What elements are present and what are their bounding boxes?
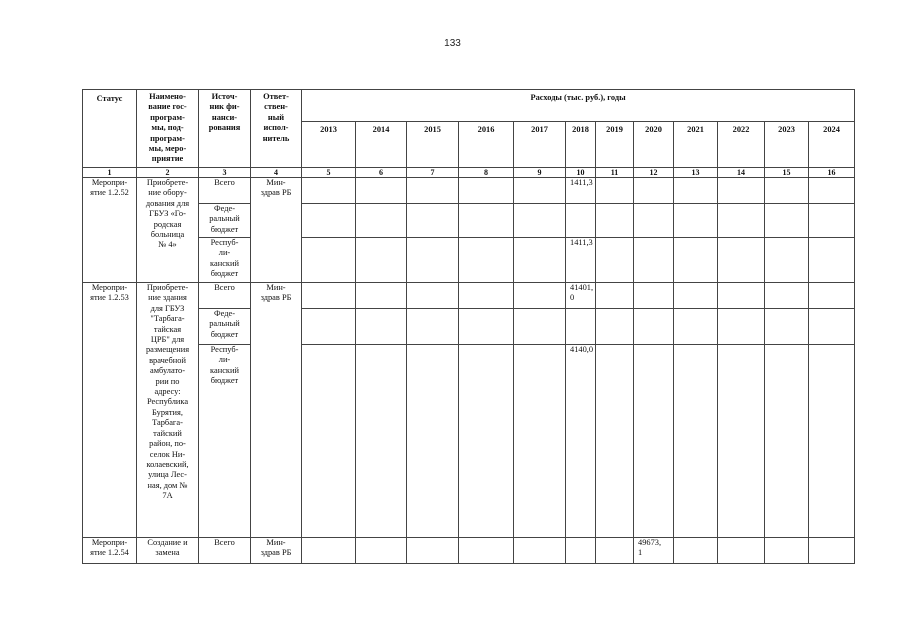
value-cell	[718, 538, 765, 564]
column-number: 16	[809, 168, 855, 178]
activity-name: Приобрете- ние здания для ГБУЗ "Тарбага- тайская ЦРБ" для размещения врачебной амбулато- рии по адресу: Республика Бурятия, Тарбага- тайский район, по- селок Ни- колаевский, улица Лес- ная, дом № 7А	[137, 283, 199, 538]
header-source: Источ- ник фи- нанси- рования	[199, 90, 251, 168]
activity-status: Меропри- ятие 1.2.54	[83, 538, 137, 564]
value-cell	[407, 309, 459, 345]
value-cell	[674, 538, 718, 564]
value-cell	[765, 204, 809, 238]
value-cell	[459, 345, 514, 538]
value-cell	[596, 283, 634, 309]
header-year: 2015	[407, 122, 459, 168]
value-cell	[514, 238, 566, 283]
table-row	[83, 204, 855, 238]
column-number: 7	[407, 168, 459, 178]
activity-executor: Мин- здрав РБ	[251, 178, 302, 283]
value-cell	[634, 283, 674, 309]
value-cell	[459, 309, 514, 345]
value-cell	[809, 309, 855, 345]
header-year: 2022	[718, 122, 765, 168]
activity-status: Меропри- ятие 1.2.52	[83, 178, 137, 283]
header-year: 2023	[765, 122, 809, 168]
value-cell	[407, 345, 459, 538]
value-cell	[718, 345, 765, 538]
page-number: 133	[444, 38, 461, 49]
value-cell	[302, 204, 356, 238]
value-cell	[459, 538, 514, 564]
value-cell	[809, 538, 855, 564]
column-number: 9	[514, 168, 566, 178]
value-cell	[407, 538, 459, 564]
value-cell	[765, 309, 809, 345]
value-cell	[356, 309, 407, 345]
value-cell	[302, 345, 356, 538]
header-year: 2021	[674, 122, 718, 168]
value-cell	[302, 309, 356, 345]
column-number: 1	[83, 168, 137, 178]
value-cell	[809, 345, 855, 538]
value-cell	[356, 283, 407, 309]
value-cell	[459, 238, 514, 283]
value-cell	[674, 204, 718, 238]
activity-name: Приобрете- ние обору- дования для ГБУЗ «Го- родская больница № 4»	[137, 178, 199, 283]
value-cell	[765, 238, 809, 283]
value-cell	[356, 238, 407, 283]
value-cell	[459, 178, 514, 204]
activity-name: Создание и замена	[137, 538, 199, 564]
funding-source: Всего	[199, 178, 251, 204]
value-cell: 1411,3	[566, 238, 596, 283]
value-cell	[302, 283, 356, 309]
value-cell	[514, 309, 566, 345]
header-executor: Ответ- ствен- ный испол- нитель	[251, 90, 302, 168]
header-year: 2016	[459, 122, 514, 168]
activity-executor: Мин- здрав РБ	[251, 538, 302, 564]
funding-source: Феде- ральный бюджет	[199, 204, 251, 238]
value-cell	[356, 345, 407, 538]
value-cell	[566, 309, 596, 345]
table-row	[83, 283, 855, 309]
value-cell	[674, 178, 718, 204]
budget-table	[82, 89, 855, 564]
value-cell	[634, 309, 674, 345]
header-expenses: Расходы (тыс. руб.), годы	[302, 90, 855, 122]
value-cell	[356, 204, 407, 238]
value-cell	[809, 283, 855, 309]
header-row-top	[83, 90, 855, 122]
value-cell	[634, 345, 674, 538]
table-row	[83, 178, 855, 204]
value-cell	[674, 309, 718, 345]
column-number: 12	[634, 168, 674, 178]
value-cell: 4140,0	[566, 345, 596, 538]
value-cell	[765, 345, 809, 538]
header-year: 2014	[356, 122, 407, 168]
column-number: 14	[718, 168, 765, 178]
column-number: 5	[302, 168, 356, 178]
value-cell	[674, 345, 718, 538]
table-row	[83, 309, 855, 345]
value-cell	[514, 345, 566, 538]
value-cell	[514, 538, 566, 564]
value-cell	[407, 238, 459, 283]
header-year: 2013	[302, 122, 356, 168]
column-number-row	[83, 168, 855, 178]
header-name: Наимено- вание гос- програм- мы, под- програм- мы, меро- приятие	[137, 90, 199, 168]
column-number: 3	[199, 168, 251, 178]
value-cell	[718, 178, 765, 204]
value-cell	[809, 238, 855, 283]
value-cell	[596, 178, 634, 204]
funding-source: Всего	[199, 283, 251, 309]
funding-source: Феде- ральный бюджет	[199, 309, 251, 345]
value-cell	[596, 309, 634, 345]
value-cell	[566, 204, 596, 238]
value-cell	[407, 204, 459, 238]
column-number: 15	[765, 168, 809, 178]
funding-source: Всего	[199, 538, 251, 564]
header-year: 2020	[634, 122, 674, 168]
value-cell	[596, 238, 634, 283]
column-number: 6	[356, 168, 407, 178]
column-number: 4	[251, 168, 302, 178]
value-cell	[718, 283, 765, 309]
value-cell	[718, 238, 765, 283]
value-cell	[634, 204, 674, 238]
table-row	[83, 238, 855, 283]
value-cell	[356, 538, 407, 564]
column-number: 2	[137, 168, 199, 178]
value-cell	[809, 178, 855, 204]
header-year: 2024	[809, 122, 855, 168]
value-cell	[765, 178, 809, 204]
header-year: 2017	[514, 122, 566, 168]
value-cell	[459, 283, 514, 309]
value-cell	[718, 309, 765, 345]
value-cell	[809, 204, 855, 238]
column-number: 10	[566, 168, 596, 178]
value-cell	[718, 204, 765, 238]
value-cell: 1411,3	[566, 178, 596, 204]
value-cell	[407, 283, 459, 309]
column-number: 13	[674, 168, 718, 178]
value-cell: 49673, 1	[634, 538, 674, 564]
value-cell	[514, 283, 566, 309]
value-cell	[765, 538, 809, 564]
value-cell	[302, 238, 356, 283]
value-cell	[634, 238, 674, 283]
value-cell	[596, 204, 634, 238]
funding-source: Респуб- ли- канский бюджет	[199, 345, 251, 538]
column-number: 8	[459, 168, 514, 178]
value-cell	[634, 178, 674, 204]
value-cell	[765, 283, 809, 309]
value-cell	[514, 204, 566, 238]
table-row	[83, 538, 855, 564]
value-cell	[459, 204, 514, 238]
header-status: Статус	[83, 90, 137, 168]
value-cell	[566, 538, 596, 564]
value-cell	[514, 178, 566, 204]
value-cell	[302, 538, 356, 564]
value-cell	[674, 238, 718, 283]
value-cell: 41401, 0	[566, 283, 596, 309]
activity-executor: Мин- здрав РБ	[251, 283, 302, 538]
value-cell	[356, 178, 407, 204]
value-cell	[674, 283, 718, 309]
value-cell	[407, 178, 459, 204]
value-cell	[596, 345, 634, 538]
header-year: 2018	[566, 122, 596, 168]
value-cell	[596, 538, 634, 564]
value-cell	[302, 178, 356, 204]
column-number: 11	[596, 168, 634, 178]
header-year: 2019	[596, 122, 634, 168]
activity-status: Меропри- ятие 1.2.53	[83, 283, 137, 538]
table-row	[83, 345, 855, 538]
funding-source: Респуб- ли- канский бюджет	[199, 238, 251, 283]
